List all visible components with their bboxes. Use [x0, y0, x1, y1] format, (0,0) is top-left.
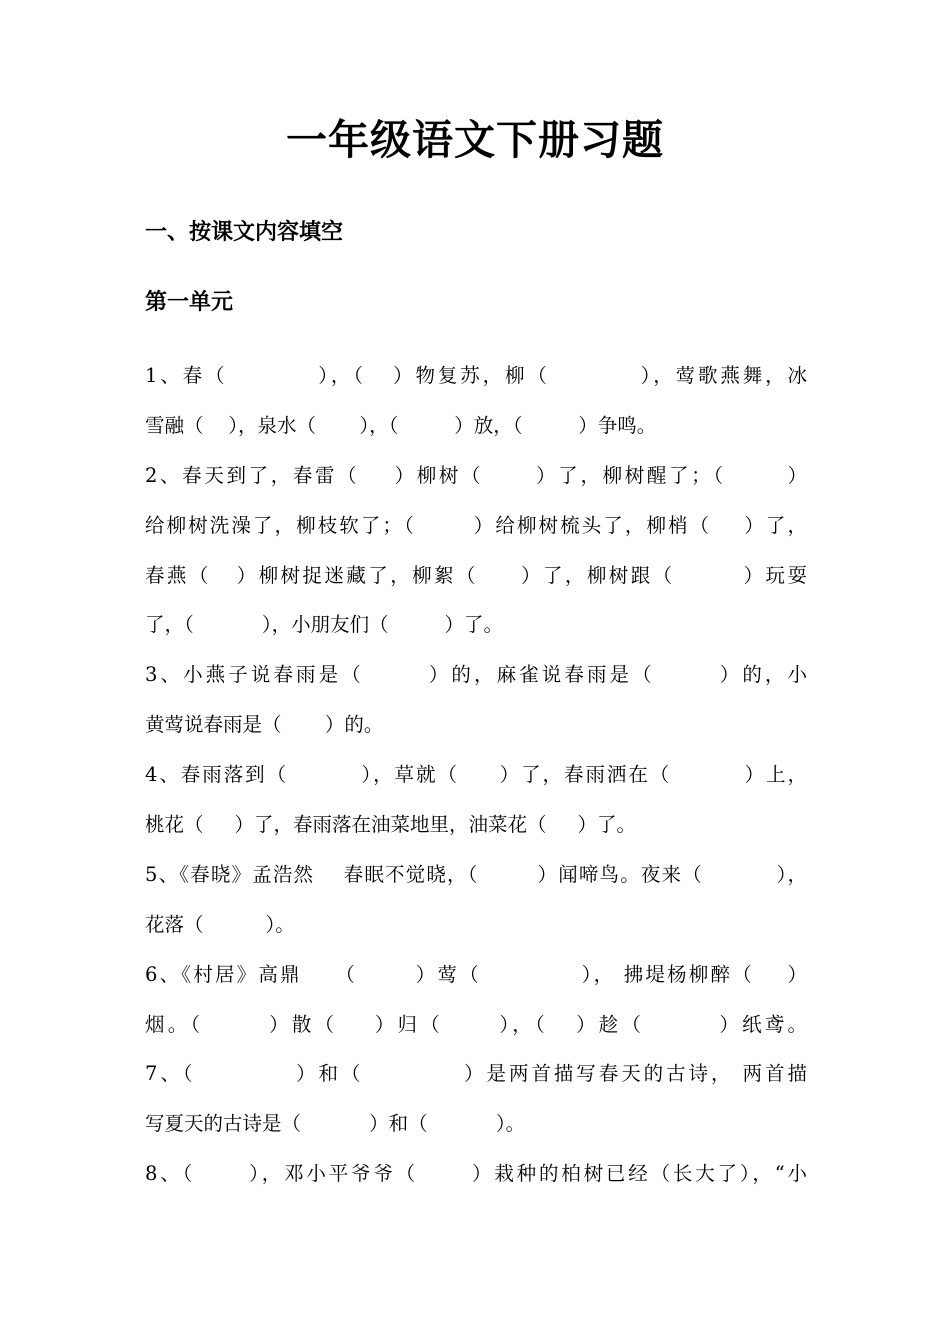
exercise-line: 1、春（ ），（ ）物复苏，柳（ ），莺歌燕舞，冰: [145, 364, 807, 387]
exercise-line: 给柳树洗澡了，柳枝软了；（ ）给柳树梳头了，柳梢（ ）了，: [145, 514, 807, 537]
exercise-line: 6、《村居》高鼎 （ ）莺（ ）， 拂堤杨柳醉（ ）: [145, 963, 807, 986]
exercise-line: 春燕（ ）柳树捉迷藏了，柳絮（ ）了，柳树跟（ ）玩耍: [145, 564, 807, 587]
page-title: 一年级语文下册习题: [286, 116, 664, 164]
exercise-line: 写夏天的古诗是（ ）和（ ）。: [145, 1112, 526, 1135]
exercise-line: 烟。（ ）散（ ）归（ ），（ ）趁（ ）纸鸢。: [145, 1013, 807, 1036]
exercise-line: 7、（ ）和（ ）是两首描写春天的古诗， 两首描: [145, 1062, 807, 1085]
unit-heading: 第一单元: [145, 289, 234, 315]
exercise-line: 了，（ ），小朋友们（ ）了。: [145, 613, 503, 636]
exercise-line: 桃花（ ）了，春雨落在油菜地里，油菜花（ ）了。: [145, 813, 636, 836]
exercise-line: 8、（ ），邓小平爷爷（ ）栽种的柏树已经（长大了），“小: [145, 1162, 807, 1185]
exercise-line: 花落（ ）。: [145, 913, 295, 936]
exercise-line: 2、春天到了，春雷（ ）柳树（ ）了，柳树醒了；（ ）: [145, 464, 807, 487]
section-heading: 一、按课文内容填空: [145, 219, 344, 245]
exercise-line: 4、春雨落到（ ），草就（ ）了，春雨洒在（ ）上，: [145, 763, 807, 786]
exercise-line: 5、《春晓》孟浩然 春眠不觉晓，（ ）闻啼鸟。夜来（ ），: [145, 863, 807, 886]
exercise-line: 3、小燕子说春雨是（ ）的，麻雀说春雨是（ ）的，小: [145, 663, 807, 686]
exercise-line: 雪融（ ），泉水（ ），（ ）放，（ ）争鸣。: [145, 414, 657, 437]
exercise-line: 黄莺说春雨是（ ）的。: [145, 713, 384, 736]
